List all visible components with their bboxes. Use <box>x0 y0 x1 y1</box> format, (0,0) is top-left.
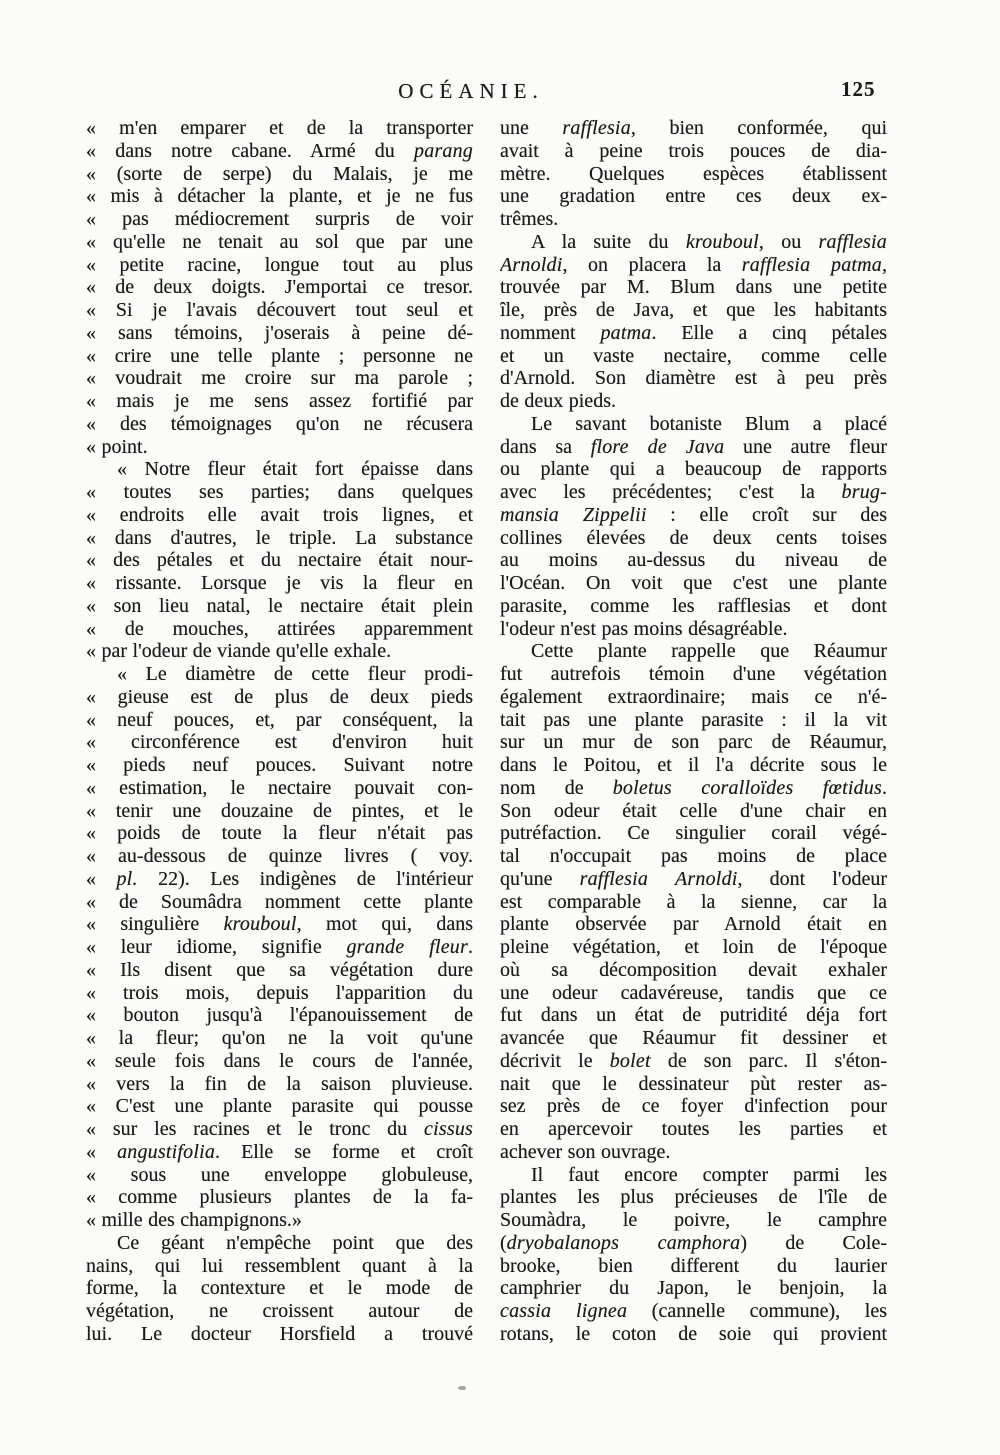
text-line: fut autrefois témoin d'une végétation <box>500 663 887 685</box>
text-line: « m'en emparer et de la transporter <box>86 117 473 139</box>
text-line: Le savant botaniste Blum a placé <box>531 412 887 435</box>
left-column <box>86 117 473 1346</box>
text-line: « leur idiome, signifie grande fleur. <box>86 936 473 958</box>
text-line: mètre. Quelques espèces établissent <box>500 162 887 185</box>
text-line: plante observée par Arnold était en <box>500 913 887 936</box>
text-line: plantes les plus précieuses de l'île de <box>500 1186 887 1209</box>
text-line: Il faut encore compter parmi les <box>531 1163 887 1186</box>
text-line: « de Soumâdra nomment cette plante <box>86 890 473 913</box>
text-line: « au-dessous de quinze livres ( voy. <box>86 845 473 867</box>
text-line: achever son ouvrage. <box>500 1140 671 1163</box>
text-line: lui. Le docteur Horsfield a trouvé <box>86 1322 473 1345</box>
text-line: qu'une rafflesia Arnoldi, dont l'odeur <box>500 867 887 890</box>
text-line: « trois mois, depuis l'apparition du <box>86 981 473 1004</box>
text-line: « toutes ses parties; dans quelques <box>86 481 473 503</box>
text-line: en apercevoir toutes les parties et <box>500 1118 887 1140</box>
text-line: « bouton jusqu'à l'épanouissement de <box>86 1004 473 1027</box>
text-line: parasite, comme les rafflesias et dont <box>500 594 887 617</box>
text-line: une rafflesia, bien conformée, qui <box>500 117 887 139</box>
text-line: sez près de ce foyer d'infection pour <box>500 1095 887 1118</box>
text-line: Cette plante rappelle que Réaumur <box>531 640 887 663</box>
text-line: « mais je me sens assez fortifié par <box>86 390 473 412</box>
running-header <box>0 0 1000 110</box>
text-line: « petite racine, longue tout au plus <box>86 253 473 276</box>
text-line: « estimation, le nectaire pouvait con- <box>86 776 473 799</box>
text-line: « crire une telle plante ; personne ne <box>86 344 473 367</box>
text-line: d'Arnold. Son diamètre est à peu près <box>500 367 887 390</box>
page-number: 125 <box>841 77 876 101</box>
text-line: « gieuse est de plus de deux pieds <box>86 685 473 708</box>
text-line: « circonférence est d'environ huit <box>86 731 473 754</box>
text-line: « vers la fin de la saison pluvieuse. <box>86 1072 473 1095</box>
text-line: « des pétales et du nectaire était nour- <box>86 549 473 572</box>
text-line: fut dans un état de putridité déja fort <box>500 1004 887 1027</box>
text-line: brooke, bien different du laurier <box>500 1254 887 1277</box>
text-line: au moins au-dessus du niveau de <box>500 549 887 572</box>
text-line: l'Océan. On voit que c'est une plante <box>500 572 887 594</box>
text-line: « voudrait me croire sur ma parole ; <box>86 367 473 390</box>
text-line: cassia lignea (cannelle commune), les <box>500 1300 887 1322</box>
text-line: trouvée par M. Blum dans une petite <box>500 276 887 299</box>
text-line: « de deux doigts. J'emportai ce tresor. <box>86 276 473 299</box>
text-line: « singulière krouboul, mot qui, dans <box>86 913 473 936</box>
text-line: camphrier du Japon, le benjoin, la <box>500 1277 887 1300</box>
text-line: également extraordinaire; mais ce n'é- <box>500 685 887 708</box>
text-line: « tenir une douzaine de pintes, et le <box>86 799 473 822</box>
text-line: Ce géant n'empêche point que des <box>117 1231 473 1254</box>
text-line: « mis à détacher la plante, et je ne fus <box>86 185 473 208</box>
text-line: végétation, ne croissent autour de <box>86 1300 473 1322</box>
text-line: avait à peine trois pouces de dia- <box>500 139 887 162</box>
text-line: sur un mur de son parc de Réaumur, <box>500 731 887 754</box>
text-line: « des témoignages qu'on ne récusera <box>86 412 473 435</box>
text-line: nom de boletus coralloïdes fœtidus. <box>500 776 887 799</box>
text-line: île, près de Java, et que les habitants <box>500 299 887 321</box>
text-line: « Si je l'avais découvert tout seul et <box>86 299 473 321</box>
text-line: « dans notre cabane. Armé du parang <box>86 139 473 162</box>
text-line: « endroits elle avait trois lignes, et <box>86 503 473 526</box>
text-line: mansia Zippelii : elle croît sur des <box>500 503 887 526</box>
text-line: trêmes. <box>500 208 559 230</box>
text-line: avec les précédentes; c'est la brug- <box>500 481 887 503</box>
text-line: « par l'odeur de viande qu'elle exhale. <box>86 640 392 663</box>
text-line: « poids de toute la fleur n'était pas <box>86 822 473 845</box>
text-line: « rissante. Lorsque je vis la fleur en <box>86 572 473 594</box>
text-line: l'odeur n'est pas moins désagréable. <box>500 617 788 640</box>
text-line: dans sa flore de Java une autre fleur <box>500 435 887 458</box>
text-columns <box>86 117 887 1346</box>
text-line: « pieds neuf pouces. Suivant notre <box>86 754 473 776</box>
text-line: A la suite du krouboul, ou rafflesia <box>531 230 887 253</box>
text-line: Arnoldi, on placera la rafflesia patma, <box>500 253 887 276</box>
text-line: et un vaste nectaire, comme celle <box>500 344 887 367</box>
text-line: (dryobalanops camphora) de Cole- <box>500 1231 887 1254</box>
text-line: « angustifolia. Elle se forme et croît <box>86 1140 473 1163</box>
text-line: « sous une enveloppe globuleuse, <box>86 1163 473 1186</box>
text-line: « sans témoins, j'oserais à peine dé- <box>86 321 473 344</box>
text-line: une gradation entre ces deux ex- <box>500 185 887 208</box>
text-line: est comparable à la sienne, car la <box>500 890 887 913</box>
text-line: « seule fois dans le cours de l'année, <box>86 1049 473 1072</box>
scan-artifact <box>458 1386 466 1390</box>
text-line: « (sorte de serpe) du Malais, je me <box>86 162 473 185</box>
text-line: « comme plusieurs plantes de la fa- <box>86 1186 473 1209</box>
text-line: « pl. 22). Les indigènes de l'intérieur <box>86 867 473 890</box>
text-line: « qu'elle ne tenait au sol que par une <box>86 230 473 253</box>
text-line: avancée que Réaumur fit dessiner et <box>500 1027 887 1049</box>
text-line: pleine végétation, et loin de l'époque <box>500 936 887 958</box>
text-line: « Le diamètre de cette fleur prodi- <box>117 663 473 685</box>
text-line: « la fleur; qu'on ne la voit qu'une <box>86 1027 473 1049</box>
text-line: collines élevées de deux cents toises <box>500 526 887 549</box>
text-line: putréfaction. Ce singulier corail végé- <box>500 822 887 845</box>
text-line: dans le Poitou, et il l'a décrite sous le <box>500 754 887 776</box>
text-line: « mille des champignons.» <box>86 1209 302 1231</box>
text-line: nains, qui lui ressemblent quant à la <box>86 1254 473 1277</box>
text-line: Son odeur était celle d'une chair en <box>500 799 887 822</box>
text-line: « Notre fleur était fort épaisse dans <box>117 458 473 481</box>
text-line: « pas médiocrement surpris de voir <box>86 208 473 230</box>
text-line: « de mouches, attirées apparemment <box>86 617 473 640</box>
text-line: « point. <box>86 435 148 458</box>
text-line: nait que le dessinateur pùt rester as- <box>500 1072 887 1095</box>
right-column <box>500 117 887 1346</box>
text-line: « son lieu natal, le nectaire était plein <box>86 594 473 617</box>
text-line: une odeur cadavéreuse, tandis que ce <box>500 981 887 1004</box>
text-line: « neuf pouces, et, par conséquent, la <box>86 708 473 731</box>
text-line: tait pas une plante parasite : il la vit <box>500 708 887 731</box>
text-line: « dans d'autres, le triple. La substance <box>86 526 473 549</box>
text-line: rotans, le coton de soie qui provient <box>500 1322 887 1345</box>
page-title: OCÉANIE. <box>398 79 544 103</box>
text-line: nomment patma. Elle a cinq pétales <box>500 321 887 344</box>
text-line: où sa décomposition devait exhaler <box>500 958 887 981</box>
text-line: forme, la contexture et le mode de <box>86 1277 473 1300</box>
text-line: « Ils disent que sa végétation dure <box>86 958 473 981</box>
text-line: décrivit le bolet de son parc. Il s'éton- <box>500 1049 887 1072</box>
text-line: « sur les racines et le tronc du cissus <box>86 1118 473 1140</box>
text-line: « C'est une plante parasite qui pousse <box>86 1095 473 1118</box>
text-line: Soumàdra, le poivre, le camphre <box>500 1209 887 1231</box>
text-line: tal n'occupait pas moins de place <box>500 845 887 867</box>
text-line: ou plante qui a beaucoup de rapports <box>500 458 887 481</box>
text-line: de deux pieds. <box>500 390 616 412</box>
